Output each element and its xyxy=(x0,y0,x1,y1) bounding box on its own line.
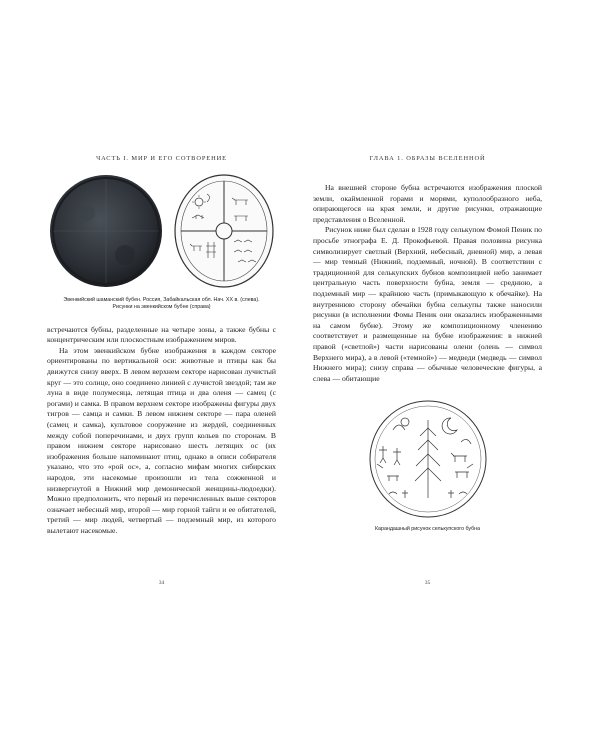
right-body-text xyxy=(313,183,542,384)
right-figure-caption: Карандашный рисунок селькупского бубна xyxy=(374,526,481,533)
paragraph: На этом эвенкийском бубне изображения в каждом секторе ориентированы по вертикальной оси: животные и птицы как бы движутся снизу вверх. В левом верхнем секторе нарисован лучистый круг — это солнце, оно соединено линией с лучистой звездой; там же луна в виде полумесяца, летящая птица и два оленя — самец (с рогами) и самка. В правом верхнем секторе изображены фигуры двух тигров — самца и самки. В левом нижнем секторе — пара оленей (самец и самка), культовое сооружение из жердей, соединенных между собой поперечинами, и двух групп кольев по сторонам. В правом нижнем секторе нарисовано шесть летящих ос (их изображения больше напоминают птиц, однако в описи собирателя указано, что это «рой ос», а, согласно мифам многих сибирских народов, эти насекомые произошли из тела сожженной и низвергнутой в Нижний мир демонической женщины-людоедки). Можно предположить, что первый из перечисленных выше секторов означает небесный мир, второй — мир горной тайги и ее обитателей, третий — мир людей, четвертый — подземный мир, из которого вылетают насекомые. xyxy=(47,345,276,535)
right-page xyxy=(313,155,542,534)
left-page-number: 34 xyxy=(158,580,165,586)
selkup-drum-drawing xyxy=(353,398,503,520)
right-page-number: 35 xyxy=(424,580,431,586)
left-running-head: ЧАСТЬ I. МИР И ЕГО СОТВОРЕНИЕ xyxy=(96,155,227,162)
right-running-head: ГЛАВА 1. ОБРАЗЫ ВСЕЛЕННОЙ xyxy=(369,155,486,162)
left-body-text xyxy=(47,325,276,537)
drum-photo xyxy=(47,173,165,289)
left-page xyxy=(47,155,276,536)
left-figure-caption xyxy=(47,297,276,312)
caption-line: Рисунки на эвенкийском бубне (справа) xyxy=(112,304,211,311)
evenki-drum-figure xyxy=(47,171,276,291)
drum-drawing xyxy=(172,172,276,290)
caption-line: Эвенкийский шаманский бубен. Россия, Забайкальская обл. Нач. XX в. (слева). xyxy=(63,297,260,303)
paragraph: На внешней стороне бубна встречаются изображения плоской земли, окаймленной горами и морями, куполообразного неба, опирающегося на края земли, и другие рисунки, отражающие представления о Вселенной. xyxy=(313,183,542,224)
paragraph: встречаются бубны, разделенные на четыре зоны, а также бубны с концентрическим или плоскостным изображением миров. xyxy=(47,324,276,345)
paragraph: Рисунок ниже был сделан в 1928 году селькупом Фомой Пеник по просьбе этнографа Е. Д. Прокофьевой. Правая половина рисунка символизирует светлый (Верхний, небесный, дневной) мир, а левая — мир темный (Нижний, подземный, ночной). В соответствии с традиционной для селькупских бубнов композицией небо занимает центральную часть поверхности бубна, земля — среднюю, а подземный мир — крайнюю часть (примыкающую к обечайке). На внутреннюю сторону обечайки бубна селькупы также наносили рисунки (в исполнении Фомы Пеник они оказались изображенными на самом бубне). Этому же композиционному членению соответствует и размещенные на бубне изображения: в нижней правой («светлой») части нарисованы олени (олень — символ Верхнего мира), а в левой («темной») — медведи (медведь — символ Нижнего мира); снизу справа — обычные человеческие фигуры, а слева — обитающие xyxy=(313,225,542,383)
